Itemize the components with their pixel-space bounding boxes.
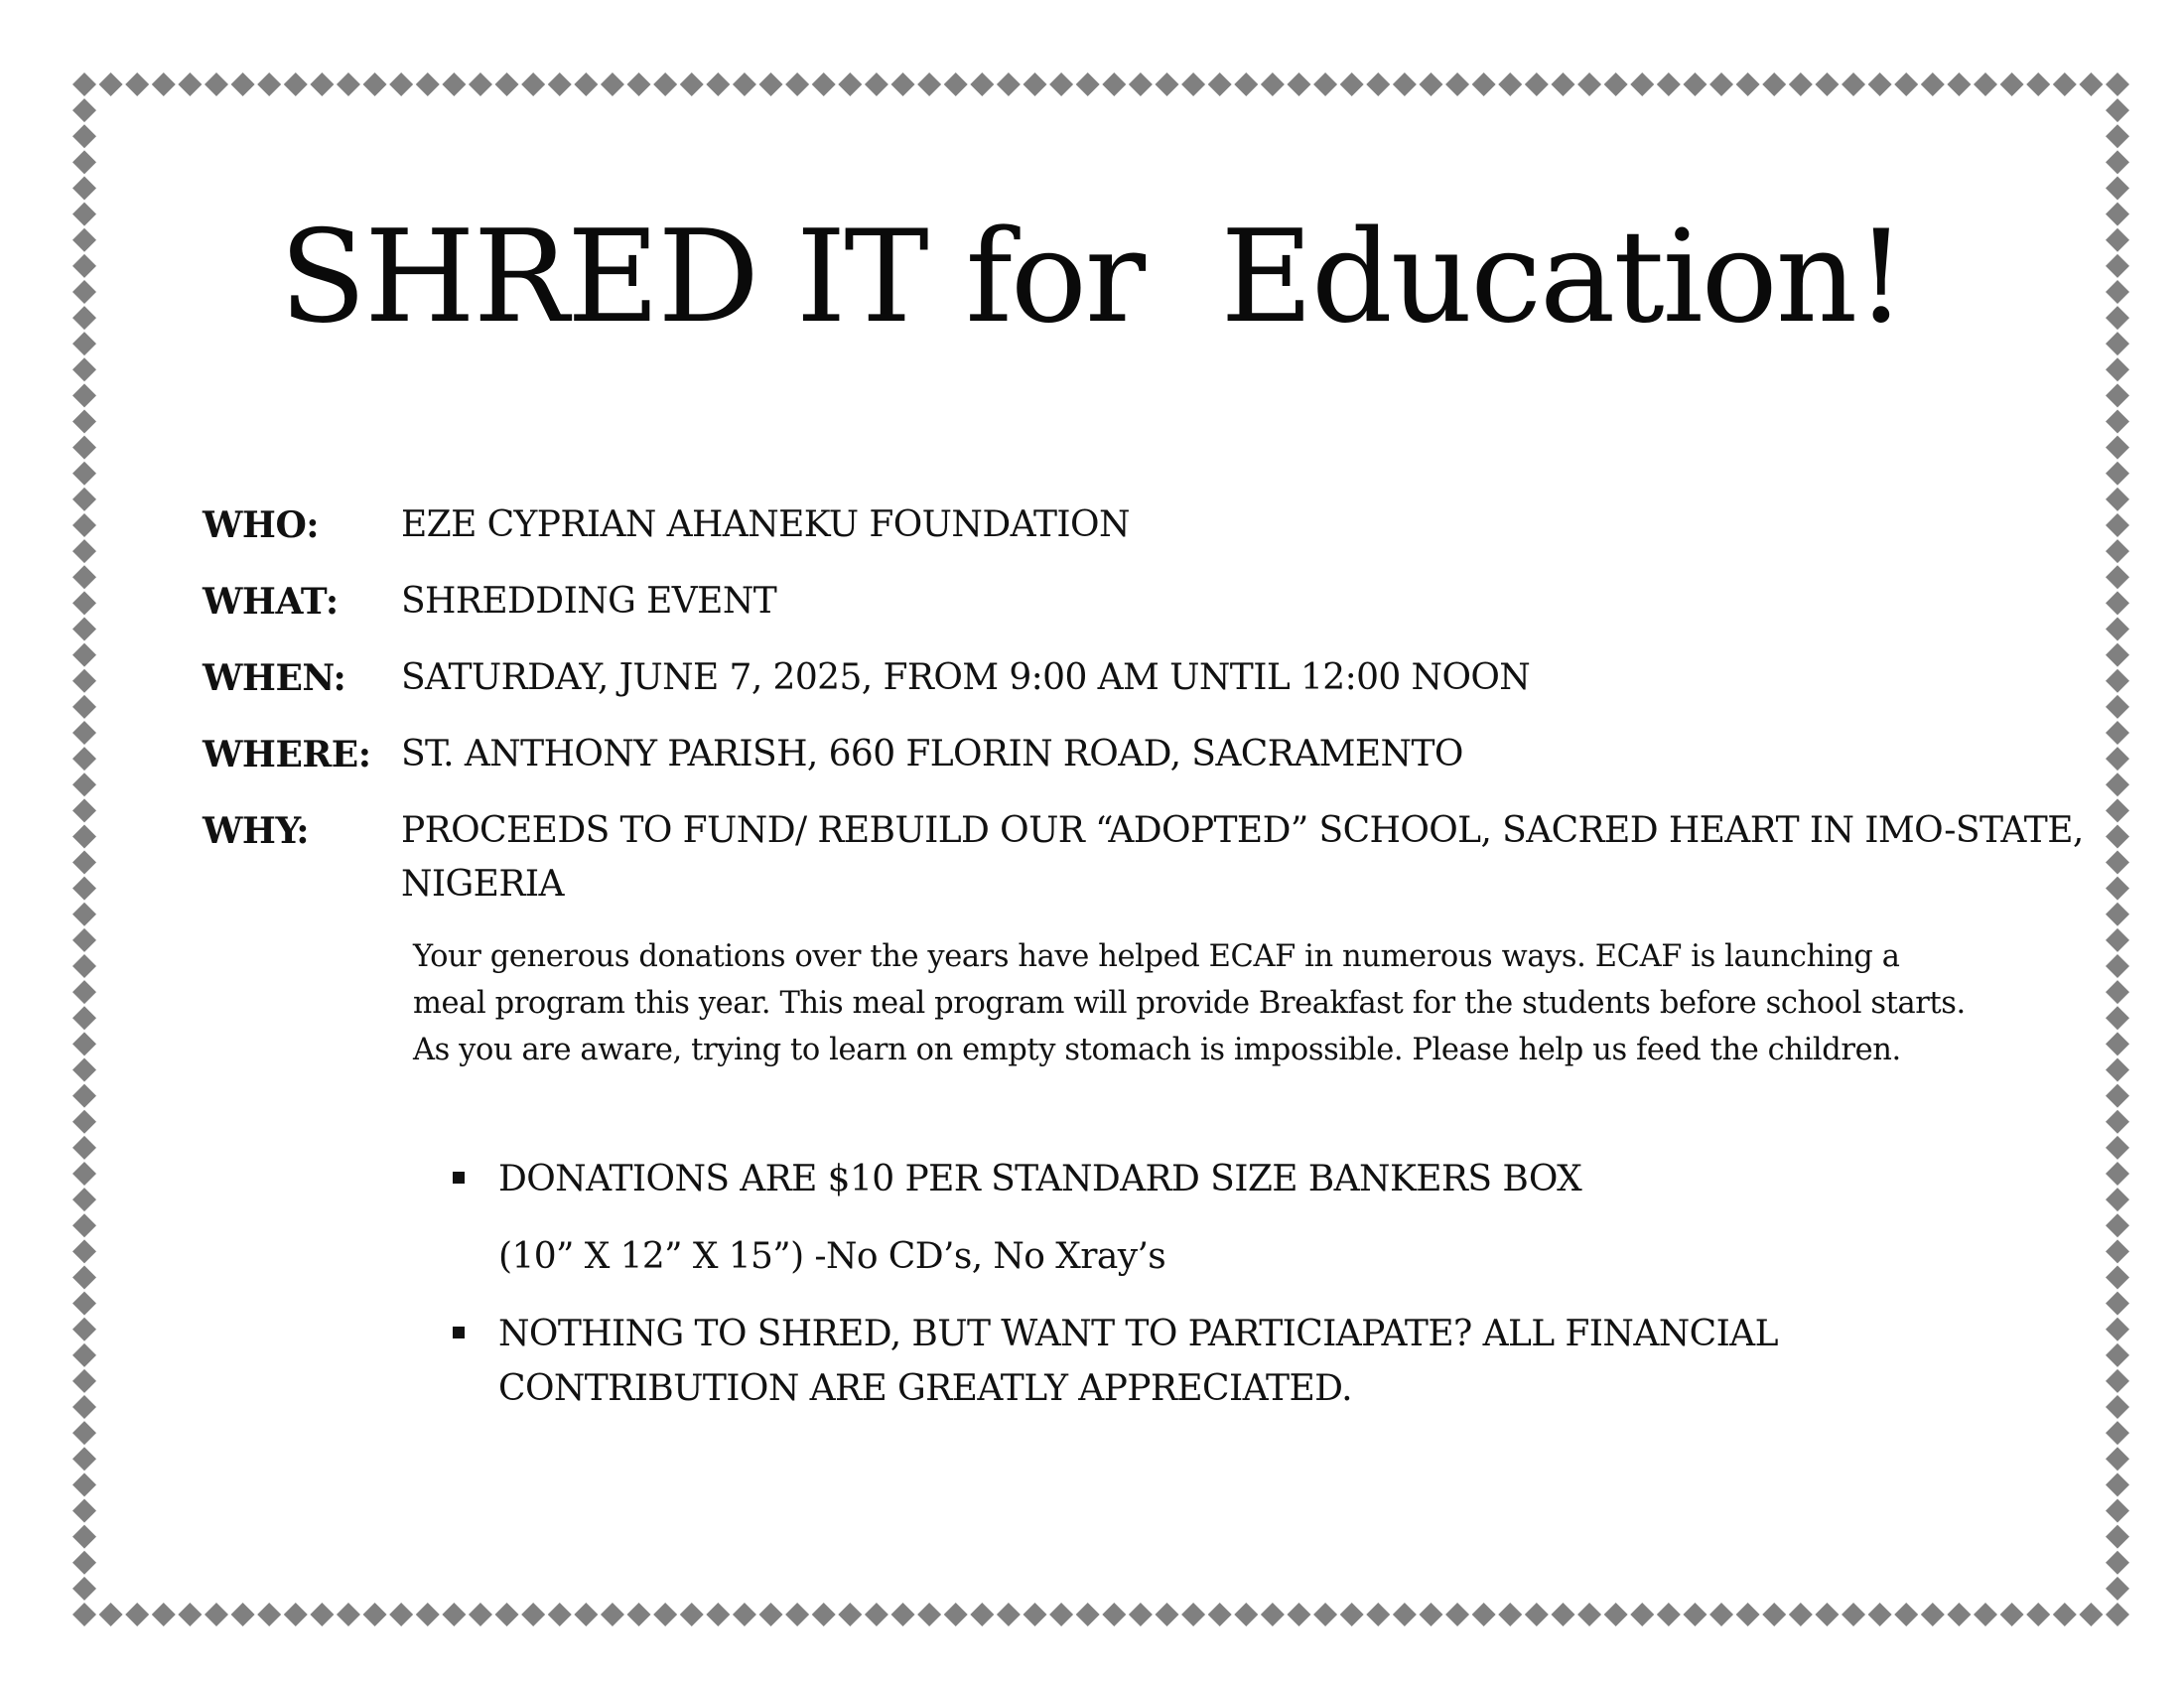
border-diamond bbox=[1577, 72, 1601, 96]
border-diamond bbox=[733, 72, 756, 96]
border-diamond bbox=[1076, 72, 1100, 96]
border-diamond bbox=[2106, 565, 2129, 589]
border-diamond bbox=[1366, 72, 1390, 96]
border-diamond bbox=[72, 1473, 96, 1496]
border-diamond bbox=[178, 72, 202, 96]
border-diamond bbox=[891, 1603, 915, 1626]
border-diamond bbox=[72, 383, 96, 407]
border-diamond bbox=[416, 72, 440, 96]
border-diamond bbox=[2106, 1162, 2129, 1186]
border-diamond bbox=[1630, 1603, 1654, 1626]
border-diamond bbox=[574, 1603, 598, 1626]
border-diamond bbox=[1577, 1603, 1601, 1626]
border-diamond bbox=[865, 1603, 888, 1626]
border-diamond bbox=[891, 72, 915, 96]
border-diamond bbox=[2106, 1136, 2129, 1160]
border-diamond bbox=[1472, 1603, 1496, 1626]
border-diamond bbox=[1604, 72, 1628, 96]
border-diamond bbox=[442, 1603, 466, 1626]
border-diamond bbox=[653, 1603, 677, 1626]
border-diamond bbox=[72, 669, 96, 693]
border-diamond bbox=[601, 72, 624, 96]
border-diamond bbox=[2106, 513, 2129, 537]
border-diamond bbox=[2106, 1603, 2129, 1626]
border-diamond bbox=[72, 98, 96, 122]
border-diamond bbox=[231, 72, 255, 96]
border-diamond bbox=[2106, 176, 2129, 200]
border-diamond bbox=[2106, 617, 2129, 640]
border-diamond bbox=[2106, 1551, 2129, 1575]
border-diamond bbox=[257, 72, 281, 96]
border-diamond bbox=[2106, 98, 2129, 122]
border-diamond bbox=[1313, 72, 1337, 96]
border-diamond bbox=[72, 1032, 96, 1055]
where-label: WHERE: bbox=[203, 734, 371, 775]
border-diamond bbox=[733, 1603, 756, 1626]
border-diamond bbox=[2106, 1239, 2129, 1263]
border-diamond bbox=[1736, 72, 1760, 96]
border-diamond bbox=[72, 1318, 96, 1341]
why-label: WHY: bbox=[203, 810, 309, 852]
border-diamond bbox=[310, 72, 334, 96]
border-diamond bbox=[1024, 1603, 1047, 1626]
border-diamond bbox=[1234, 1603, 1258, 1626]
border-diamond bbox=[1287, 72, 1310, 96]
border-diamond bbox=[72, 928, 96, 952]
border-diamond bbox=[2106, 928, 2129, 952]
border-diamond bbox=[1683, 72, 1706, 96]
border-diamond bbox=[785, 72, 809, 96]
border-diamond bbox=[1155, 72, 1178, 96]
border-diamond bbox=[759, 1603, 783, 1626]
border-diamond bbox=[2106, 877, 2129, 901]
border-diamond bbox=[1049, 1603, 1073, 1626]
border-diamond bbox=[1129, 1603, 1153, 1626]
border-diamond bbox=[785, 1603, 809, 1626]
border-diamond bbox=[284, 1603, 308, 1626]
border-diamond bbox=[812, 1603, 836, 1626]
border-diamond bbox=[495, 72, 519, 96]
border-diamond bbox=[2106, 1343, 2129, 1367]
border-diamond bbox=[1393, 1603, 1417, 1626]
border-diamond bbox=[72, 1239, 96, 1263]
border-diamond bbox=[152, 72, 176, 96]
border-diamond bbox=[72, 643, 96, 667]
border-diamond bbox=[389, 1603, 413, 1626]
border-diamond bbox=[1683, 1603, 1706, 1626]
border-diamond bbox=[72, 1162, 96, 1186]
border-diamond bbox=[601, 1603, 624, 1626]
border-diamond bbox=[2106, 539, 2129, 563]
border-diamond bbox=[389, 72, 413, 96]
border-diamond bbox=[72, 1084, 96, 1108]
border-diamond bbox=[363, 72, 387, 96]
border-diamond bbox=[838, 72, 862, 96]
border-diamond bbox=[1604, 1603, 1628, 1626]
border-diamond bbox=[759, 72, 783, 96]
border-diamond bbox=[72, 176, 96, 200]
border-diamond bbox=[2053, 1603, 2077, 1626]
who-value: EZE CYPRIAN AHANEKU FOUNDATION bbox=[401, 504, 1130, 545]
where-value: ST. ANTHONY PARISH, 660 FLORIN ROAD, SACRAMENTO bbox=[401, 734, 1463, 774]
border-diamond bbox=[1419, 72, 1442, 96]
border-diamond bbox=[1551, 1603, 1574, 1626]
border-diamond bbox=[2106, 462, 2129, 486]
border-diamond bbox=[2106, 383, 2129, 407]
border-diamond bbox=[1102, 72, 1126, 96]
border-diamond bbox=[72, 72, 96, 96]
border-diamond bbox=[1049, 72, 1073, 96]
border-diamond bbox=[231, 1603, 255, 1626]
box-size-line: (10” X 12” X 15”) -No CD’s, No Xray’s bbox=[498, 1236, 1166, 1277]
border-diamond bbox=[1181, 72, 1205, 96]
border-diamond bbox=[2106, 488, 2129, 511]
border-diamond bbox=[72, 1058, 96, 1082]
square-bullet-icon bbox=[453, 1327, 465, 1338]
border-diamond bbox=[706, 72, 730, 96]
border-diamond bbox=[72, 1525, 96, 1549]
border-diamond bbox=[495, 1603, 519, 1626]
border-diamond bbox=[2106, 1369, 2129, 1393]
border-diamond bbox=[72, 1551, 96, 1575]
border-diamond bbox=[1445, 1603, 1469, 1626]
border-diamond bbox=[944, 72, 968, 96]
border-diamond bbox=[706, 1603, 730, 1626]
border-diamond bbox=[72, 1369, 96, 1393]
border-diamond bbox=[125, 1603, 149, 1626]
border-diamond bbox=[2106, 357, 2129, 381]
border-diamond bbox=[257, 1603, 281, 1626]
border-diamond bbox=[2106, 124, 2129, 148]
border-diamond bbox=[72, 1136, 96, 1160]
border-diamond bbox=[72, 824, 96, 848]
border-diamond bbox=[337, 1603, 360, 1626]
border-diamond bbox=[72, 1265, 96, 1289]
border-diamond bbox=[152, 1603, 176, 1626]
border-diamond bbox=[1287, 1603, 1310, 1626]
border-diamond bbox=[521, 1603, 545, 1626]
border-diamond bbox=[2053, 72, 2077, 96]
border-diamond bbox=[1974, 1603, 1997, 1626]
border-diamond bbox=[1445, 72, 1469, 96]
border-diamond bbox=[125, 72, 149, 96]
border-diamond bbox=[812, 72, 836, 96]
why-value: PROCEEDS TO FUND/ REBUILD OUR “ADOPTED” SCHOOL, SACRED HEART IN IMO-STATE, NIGERIA bbox=[401, 810, 2084, 905]
border-diamond bbox=[72, 124, 96, 148]
border-diamond bbox=[72, 773, 96, 796]
border-diamond bbox=[548, 72, 572, 96]
border-diamond bbox=[1709, 72, 1733, 96]
border-diamond bbox=[72, 539, 96, 563]
border-diamond bbox=[1921, 72, 1945, 96]
donations-line: DONATIONS ARE $10 PER STANDARD SIZE BANKERS BOX bbox=[498, 1159, 1582, 1199]
border-diamond bbox=[653, 72, 677, 96]
border-diamond bbox=[2106, 1577, 2129, 1601]
border-diamond bbox=[72, 851, 96, 875]
border-diamond bbox=[2000, 72, 2024, 96]
border-diamond bbox=[2106, 824, 2129, 848]
border-diamond bbox=[1709, 1603, 1733, 1626]
border-diamond bbox=[2106, 851, 2129, 875]
border-diamond bbox=[72, 980, 96, 1004]
border-diamond bbox=[2106, 1421, 2129, 1445]
border-diamond bbox=[2106, 1447, 2129, 1471]
border-diamond bbox=[2106, 1188, 2129, 1211]
border-diamond bbox=[1498, 1603, 1522, 1626]
border-diamond bbox=[1736, 1603, 1760, 1626]
border-diamond bbox=[1789, 72, 1813, 96]
border-diamond bbox=[1208, 72, 1232, 96]
border-diamond bbox=[2106, 1058, 2129, 1082]
border-diamond bbox=[1894, 72, 1918, 96]
border-diamond bbox=[72, 436, 96, 460]
border-diamond bbox=[2106, 1473, 2129, 1496]
border-diamond bbox=[2106, 1084, 2129, 1108]
border-diamond bbox=[627, 72, 651, 96]
border-diamond bbox=[72, 695, 96, 719]
border-diamond bbox=[1024, 72, 1047, 96]
border-diamond bbox=[2079, 72, 2103, 96]
square-bullet-icon bbox=[453, 1172, 465, 1184]
border-diamond bbox=[72, 591, 96, 615]
border-diamond bbox=[72, 1110, 96, 1134]
border-diamond bbox=[442, 72, 466, 96]
border-diamond bbox=[284, 72, 308, 96]
border-diamond bbox=[72, 513, 96, 537]
border-diamond bbox=[680, 1603, 704, 1626]
border-diamond bbox=[2106, 903, 2129, 926]
border-diamond bbox=[2106, 436, 2129, 460]
border-diamond bbox=[1921, 1603, 1945, 1626]
border-diamond bbox=[72, 1395, 96, 1419]
border-diamond bbox=[1947, 1603, 1971, 1626]
border-diamond bbox=[2106, 643, 2129, 667]
border-diamond bbox=[574, 72, 598, 96]
border-diamond bbox=[1815, 1603, 1839, 1626]
border-diamond bbox=[1525, 1603, 1549, 1626]
border-diamond bbox=[2106, 150, 2129, 174]
border-diamond bbox=[205, 1603, 228, 1626]
border-diamond bbox=[72, 565, 96, 589]
border-diamond bbox=[1525, 72, 1549, 96]
border-diamond bbox=[1393, 72, 1417, 96]
border-diamond bbox=[2106, 980, 2129, 1004]
border-diamond bbox=[2106, 747, 2129, 771]
border-diamond bbox=[2106, 72, 2129, 96]
border-diamond bbox=[1842, 72, 1865, 96]
when-value: SATURDAY, JUNE 7, 2025, FROM 9:00 AM UNTIL 12:00 NOON bbox=[401, 657, 1531, 698]
border-diamond bbox=[944, 1603, 968, 1626]
border-diamond bbox=[72, 150, 96, 174]
border-diamond bbox=[1868, 72, 1892, 96]
border-diamond bbox=[72, 357, 96, 381]
border-diamond bbox=[1498, 72, 1522, 96]
border-diamond bbox=[1815, 72, 1839, 96]
border-diamond bbox=[1313, 1603, 1337, 1626]
border-diamond bbox=[838, 1603, 862, 1626]
border-diamond bbox=[2106, 1318, 2129, 1341]
page-title: SHRED IT for Education! bbox=[279, 204, 1905, 352]
border-diamond bbox=[917, 72, 941, 96]
border-diamond bbox=[1208, 1603, 1232, 1626]
border-diamond bbox=[1102, 1603, 1126, 1626]
border-diamond bbox=[1181, 1603, 1205, 1626]
border-diamond bbox=[1789, 1603, 1813, 1626]
border-diamond bbox=[2106, 695, 2129, 719]
border-diamond bbox=[72, 1447, 96, 1471]
border-diamond bbox=[72, 488, 96, 511]
border-diamond bbox=[2106, 1032, 2129, 1055]
border-diamond bbox=[72, 1343, 96, 1367]
border-diamond bbox=[72, 617, 96, 640]
border-diamond bbox=[2026, 72, 2050, 96]
border-diamond bbox=[2026, 1603, 2050, 1626]
border-diamond bbox=[469, 1603, 492, 1626]
border-diamond bbox=[469, 72, 492, 96]
border-diamond bbox=[2106, 410, 2129, 434]
border-diamond bbox=[1762, 1603, 1786, 1626]
border-diamond bbox=[416, 1603, 440, 1626]
border-diamond bbox=[72, 1213, 96, 1237]
border-diamond bbox=[1630, 72, 1654, 96]
border-diamond bbox=[1261, 1603, 1285, 1626]
border-diamond bbox=[72, 1603, 96, 1626]
border-diamond bbox=[2079, 1603, 2103, 1626]
border-diamond bbox=[2106, 1292, 2129, 1316]
border-diamond bbox=[72, 1499, 96, 1523]
border-diamond bbox=[1155, 1603, 1178, 1626]
border-diamond bbox=[1657, 1603, 1681, 1626]
border-diamond bbox=[1894, 1603, 1918, 1626]
border-diamond bbox=[2106, 1395, 2129, 1419]
border-diamond bbox=[72, 721, 96, 745]
border-diamond bbox=[2106, 669, 2129, 693]
border-diamond bbox=[72, 410, 96, 434]
border-diamond bbox=[99, 72, 123, 96]
border-diamond bbox=[2106, 798, 2129, 822]
border-diamond bbox=[363, 1603, 387, 1626]
border-diamond bbox=[521, 72, 545, 96]
border-diamond bbox=[1129, 72, 1153, 96]
border-diamond bbox=[1234, 72, 1258, 96]
border-diamond bbox=[2106, 773, 2129, 796]
border-diamond bbox=[1340, 1603, 1364, 1626]
border-diamond bbox=[72, 1188, 96, 1211]
border-diamond bbox=[2106, 721, 2129, 745]
border-diamond bbox=[997, 72, 1021, 96]
border-diamond bbox=[1366, 1603, 1390, 1626]
border-diamond bbox=[2106, 1499, 2129, 1523]
border-diamond bbox=[1340, 72, 1364, 96]
border-diamond bbox=[1657, 72, 1681, 96]
border-diamond bbox=[72, 1292, 96, 1316]
meal-program-paragraph: Your generous donations over the years have helped ECAF in numerous ways. ECAF is launching a meal program this year. This meal program will provide Breakfast for the students before school starts. As you are aware, trying to learn on empty stomach is impossible. Please help us feed the children. bbox=[413, 939, 1966, 1067]
border-diamond bbox=[2106, 1110, 2129, 1134]
what-label: WHAT: bbox=[203, 581, 339, 623]
border-diamond bbox=[1868, 1603, 1892, 1626]
border-diamond bbox=[337, 72, 360, 96]
border-diamond bbox=[72, 954, 96, 978]
what-value: SHREDDING EVENT bbox=[401, 581, 777, 622]
border-diamond bbox=[997, 1603, 1021, 1626]
border-diamond bbox=[72, 1421, 96, 1445]
who-label: WHO: bbox=[203, 504, 320, 546]
border-diamond bbox=[72, 1577, 96, 1601]
border-diamond bbox=[680, 72, 704, 96]
border-diamond bbox=[627, 1603, 651, 1626]
when-label: WHEN: bbox=[203, 657, 346, 699]
border-diamond bbox=[1947, 72, 1971, 96]
border-diamond bbox=[865, 72, 888, 96]
border-diamond bbox=[917, 1603, 941, 1626]
border-diamond bbox=[1974, 72, 1997, 96]
border-diamond bbox=[310, 1603, 334, 1626]
border-diamond bbox=[548, 1603, 572, 1626]
border-diamond bbox=[99, 1603, 123, 1626]
border-diamond bbox=[1762, 72, 1786, 96]
bullet-text-contribution: NOTHING TO SHRED, BUT WANT TO PARTICIAPATE? ALL FINANCIAL CONTRIBUTION ARE GREATLY APPRECIATED. bbox=[498, 1314, 1778, 1409]
border-diamond bbox=[970, 1603, 994, 1626]
border-diamond bbox=[72, 462, 96, 486]
border-diamond bbox=[72, 798, 96, 822]
border-diamond bbox=[970, 72, 994, 96]
border-diamond bbox=[2106, 591, 2129, 615]
border-diamond bbox=[1076, 1603, 1100, 1626]
border-diamond bbox=[1551, 72, 1574, 96]
border-diamond bbox=[1261, 72, 1285, 96]
border-diamond bbox=[205, 72, 228, 96]
border-diamond bbox=[2106, 1525, 2129, 1549]
border-diamond bbox=[72, 1006, 96, 1030]
border-diamond bbox=[72, 903, 96, 926]
border-diamond bbox=[72, 877, 96, 901]
bullet-text-donations bbox=[498, 1152, 1938, 1284]
border-diamond bbox=[2106, 1213, 2129, 1237]
border-diamond bbox=[2106, 954, 2129, 978]
border-diamond bbox=[2106, 1006, 2129, 1030]
border-diamond bbox=[1842, 1603, 1865, 1626]
border-diamond bbox=[2000, 1603, 2024, 1626]
border-diamond bbox=[1419, 1603, 1442, 1626]
border-diamond bbox=[72, 747, 96, 771]
border-diamond bbox=[178, 1603, 202, 1626]
border-diamond bbox=[2106, 1265, 2129, 1289]
border-diamond bbox=[1472, 72, 1496, 96]
